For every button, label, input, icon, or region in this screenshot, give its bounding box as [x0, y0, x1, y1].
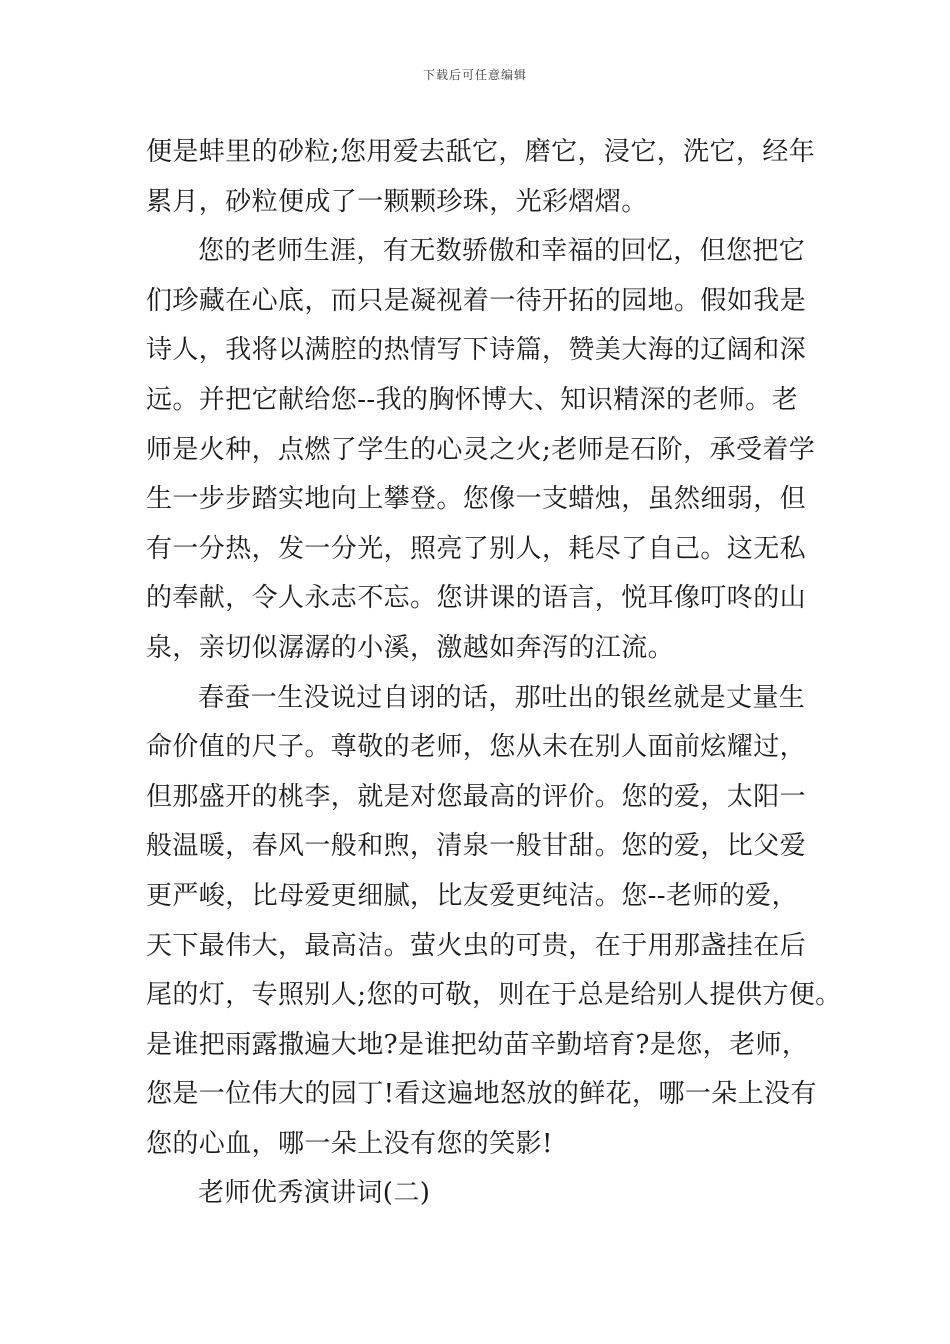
- text-line: 远。并把它献给您--我的胸怀博大、知识精深的老师。老: [146, 384, 798, 415]
- text-line: 诗人，我将以满腔的热情写下诗篇，赞美大海的辽阔和深: [146, 335, 807, 366]
- text-line: 是谁把雨露撒遍大地?是谁把幼苗辛勤培育?是您，老师，: [146, 1029, 809, 1060]
- text-line: 天下最伟大，最高洁。萤火虫的可贵，在于用那盏挂在后: [146, 930, 807, 961]
- text-line: 生一步步踏实地向上攀登。您像一支蜡烛，虽然细弱，但: [146, 484, 807, 515]
- text-line: 累月，砂粒便成了一颗颗珍珠，光彩熠熠。: [146, 186, 648, 217]
- text-line: 有一分热，发一分光，照亮了别人，耗尽了自己。这无私: [146, 533, 807, 564]
- text-line: 们珍藏在心底，而只是凝视着一待开拓的园地。假如我是: [146, 285, 807, 316]
- text-line: 般温暖，春风一般和煦，清泉一般甘甜。您的爱，比父爱: [146, 831, 807, 862]
- text-line: 老师优秀演讲词(二): [198, 1178, 431, 1209]
- text-line: 便是蚌里的砂粒;您用爱去舐它，磨它，浸它，洗它，经年: [146, 137, 816, 167]
- text-line: 的奉献，令人永志不忘。您讲课的语言，悦耳像叮咚的山: [146, 583, 807, 614]
- text-line: 泉，亲切似潺潺的小溪，激越如奔泻的江流。: [146, 632, 675, 663]
- text-line: 您的心血，哪一朵上没有您的笑影!: [146, 1128, 553, 1159]
- text-line: 春蚕一生没说过自诩的话，那吐出的银丝就是丈量生: [198, 682, 806, 713]
- page-header-note: 下载后可任意编辑: [422, 68, 527, 82]
- text-line: 尾的灯，专照别人;您的可敬，则在于总是给别人提供方便。: [146, 980, 842, 1011]
- document-body: [146, 128, 846, 1219]
- text-line: 您是一位伟大的园丁!看这遍地怒放的鲜花，哪一朵上没有: [146, 1079, 817, 1110]
- text-line: 但那盛开的桃李，就是对您最高的评价。您的爱，太阳一: [146, 781, 807, 812]
- text-line: 命价值的尺子。尊敬的老师，您从未在别人面前炫耀过，: [146, 732, 807, 763]
- text-line: 师是火种，点燃了学生的心灵之火;老师是石阶，承受着学: [146, 434, 816, 465]
- text-line: 更严峻，比母爱更细腻，比友爱更纯洁。您--老师的爱，: [146, 880, 798, 911]
- text-line: 您的老师生涯，有无数骄傲和幸福的回忆，但您把它: [198, 236, 806, 267]
